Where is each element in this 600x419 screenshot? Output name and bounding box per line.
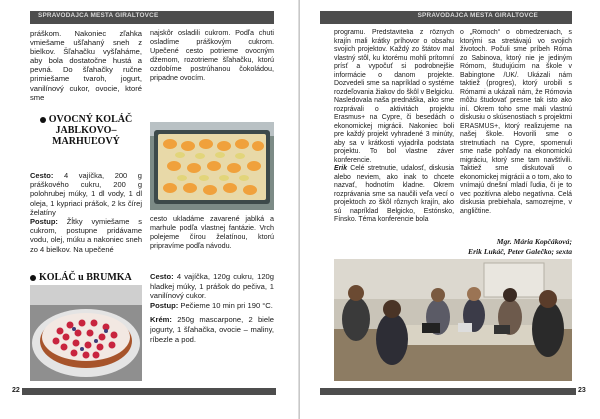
recipe1-body: [30, 171, 142, 269]
recipe2-krem-label: Krém:: [150, 315, 172, 325]
page-number-left: 22: [10, 385, 22, 397]
recipe2-body: [150, 272, 274, 384]
recipe1-title: [30, 114, 142, 147]
left-col1-intro-text: [30, 29, 142, 113]
article-signature: [460, 237, 572, 256]
magazine-title-left: SPRAVODAJCA MESTA GIRALTOVCE: [38, 12, 159, 19]
recipe2-postup-label: Postup:: [150, 300, 179, 310]
recipe1-continuation: [150, 215, 274, 271]
bullet-icon: [30, 275, 36, 281]
right-col1-para2: Celé stretnutie, udalosť, diskusia alebo neviem, ako inak to chcete nazvať, hodnotím kladne. Okrem rozprávania sme sa naučili veľa vecí o projektoch zo škôl rôznych krajín, ako sú napríklad Belgicko, Estónsko, Fínsko. Téma konferencie bola: [334, 165, 454, 223]
bullet-icon: [40, 117, 46, 123]
recipe2-cesto-text: 4 vajíčka, 120g cukru, 120g hladkej múky, 1 prášok do pečiva, 1 vanilínový cukor.: [150, 272, 274, 301]
right-col1-lead: Erik: [334, 165, 348, 172]
left-col2-intro: najskôr osladili cukrom. Podľa chuti osladíme práškovým cukrom. Upečené cesto potrieme ovocným džemom, rozotrieme šľahačku, ktorú ozdobíme postrúhanou čokoládou, pripadne ovocím.: [150, 29, 274, 82]
right-col1-text: [334, 29, 454, 255]
signature-line1: Mgr. Mária Kopčáková;: [496, 237, 572, 246]
right-page: [300, 0, 600, 419]
recipe1-postup-text: Žĺtky vymiešame s cukrom, postupne pridávame vodu, olej, múku a nakoniec sneh zo 4 bielkov. Na upečené: [30, 217, 142, 254]
right-col2-para: o „Rómoch“ o obmedzeniach, s ktorými sa stretávajú vo svojich životoch. Počuli sme príbeh Róma zo Sabinova, ktorý nie je jediným Rómom, študujúcim na škole v Babingtone /UK/. Ukázali nám taktiež (progres), ktorý urobili s Rómami a ukázali nám, že Rómovia môžu študovať presne tak isto ako iní. Okrem toho sme mali vlastnú diskusiu o skúsenostiach s projektmi ERASMUS+, ktorý realizujeme na našej škole. Hovorili sme o stretnutiach na Cypre, spomenuli sme naše pohľady na ekonomickú migráciu, ktorý sme tam navštívili. Taktiež sme diskutovali o ekonomickej migrácii a o tom, ako to vnímajú dnešní mladí ľudia, či je to vec pozitívna alebo negatívna. Celá diskusia prebiehala, samozrejme, v angličtine.: [460, 29, 572, 215]
header-bar-left: [30, 11, 274, 24]
raspberry-cake-photo: [30, 285, 142, 381]
footer-bar-right: [320, 388, 582, 395]
recipe2-title-text: KOLÁČ u BRUMKA: [39, 272, 132, 283]
recipe2-cesto-label: Cesto:: [150, 272, 174, 281]
header-bar-right: [320, 11, 572, 24]
conference-photo: [334, 259, 572, 381]
recipe2-krem-text: 250g mascarpone, 2 biele jogurty, 1 šľahačka, ovocie – maliny, ríbezle a pod.: [150, 315, 274, 344]
recipe1-postup-label: Postup:: [30, 217, 58, 227]
right-col1-para1: programu. Predstavitelia z rôznych krajín mali krátky príhovor o obsahu svojich projektov. Každý zo štátov mal vlastný stôl, ku ktorému mohli prítomní prísť a vypočuť si podrobnejšie informácie o danom projekte. Dozvedeli sme sa napríklad o systéme rozdeľovania žiakov do škôl v Belgicku. Nasledovala naša prednáška, ako sme rozprávali o aktivitách projektu Erasmus+ na Cypre, či besedách o ekonomickej migrácii. Nakoniec boli pre každý projekt vyhradené 3 minúty, aby sa v krátkosti vyjadrila podstata projektu. To bol vlastne záver konferencie.: [334, 29, 454, 164]
left-col2-intro-text: [150, 29, 274, 119]
recipe2-title: [30, 272, 142, 283]
recipe2-postup-text: Pečieme 10 min pri 190 °C.: [180, 300, 273, 310]
fruit-cake-photo: [150, 122, 274, 210]
footer-bar-left: [14, 388, 276, 395]
magazine-title-right: SPRAVODAJCA MESTA GIRALTOVCE: [417, 12, 538, 19]
left-col1-intro: práškom. Nakoniec zľahka vmiešame ušľahaný sneh z bielkov. Šľahačku vyšľaháme, aby bola dostatočne hustá a pevná. Do šľahačky ručne primiešame tvaroh, jogurt, vanilínový cukor, ovocie, ktoré sme: [30, 29, 142, 102]
right-col2-text: [460, 29, 572, 241]
recipe1-cesto-label: Cesto:: [30, 171, 54, 180]
signature-line2: Erik Lukáč, Peter Galečko; sexta: [468, 246, 572, 256]
recipe1-continuation-text: cesto ukladáme zavarené jablká a marhule podľa vlastnej fantázie. Vrch polejeme čírou želatínou, ktorú pripravíme podľa návodu.: [150, 215, 274, 250]
recipe1-cesto-text: 4 vajíčka, 200 g práškového cukru, 200 g polohrubej múky, 1 dl vody, 1 dl oleja, 1 kypriaci prášok, 2 ks čírej želatíny: [30, 171, 142, 217]
recipe1-title-text: OVOCNÝ KOLÁČ JABLKOVO–MARHUĽOVÝ: [48, 114, 133, 147]
page-number-right: 23: [576, 385, 588, 397]
